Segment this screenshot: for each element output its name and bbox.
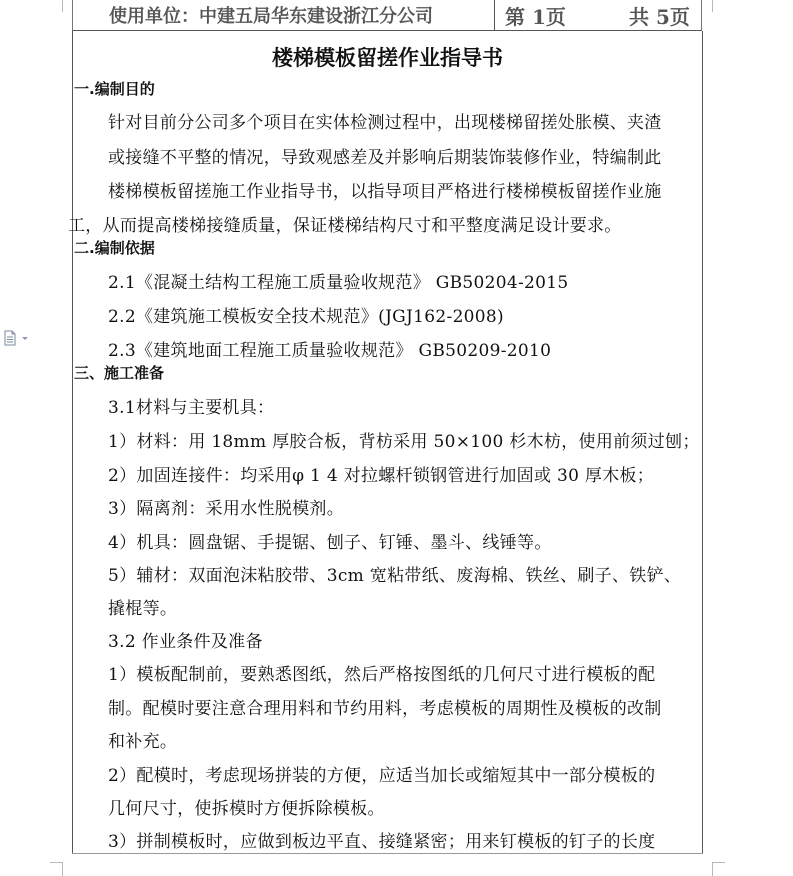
table-border-right: [702, 31, 703, 853]
paragraph-line: 几何尺寸，使拆模时方便拆除模板。: [108, 799, 385, 819]
paragraph-line: 2）加固连接件：均采用φ 1 4 对拉螺杆锁钢管进行加固或 30 厚木板；: [108, 466, 655, 486]
document-title: 楼梯模板留搓作业指导书: [272, 46, 503, 70]
crop-mark: [712, 862, 713, 876]
paragraph-line: 和补充。: [108, 732, 178, 752]
paragraph-line: 楼梯模板留搓施工作业指导书，以指导项目严格进行楼梯模板留搓作业施: [108, 182, 662, 202]
paragraph-line: 5）辅材：双面泡沫粘胶带、3cm 宽粘带纸、废海棉、铁丝、刷子、铁铲、: [108, 566, 682, 586]
header-total-pages: 共 5页: [629, 5, 690, 29]
paragraph-line: 针对目前分公司多个项目在实体检测过程中，出现楼梯留搓处胀模、夹渣: [108, 113, 662, 133]
table-border-left: [72, 31, 73, 853]
paragraph-line: 2）配模时，考虑现场拼装的方便，应适当加长或缩短其中一部分模板的: [108, 766, 656, 786]
header-unit: 使用单位：中建五局华东建设浙江分公司: [109, 6, 433, 27]
crop-mark: [712, 0, 713, 12]
section-heading-preparation: 三、施工准备: [74, 364, 165, 382]
document-icon[interactable]: [3, 330, 31, 346]
header-table: [72, 0, 702, 31]
reference-item: 2.1《混凝土结构工程施工质量验收规范》 GB50204-2015: [108, 273, 569, 293]
crop-mark: [62, 862, 63, 876]
paragraph-line: 3）拼制模板时，应做到板边平直、接缝紧密；用来钉模板的钉子的长度: [108, 832, 656, 852]
paragraph-line: 4）机具：圆盘锯、手提锯、刨子、钉锤、墨斗、线锤等。: [108, 533, 552, 553]
table-border-bottom: [72, 853, 703, 854]
reference-item: 2.2《建筑施工模板安全技术规范》(JGJ162-2008): [108, 307, 504, 327]
paragraph-line: 撬棍等。: [108, 599, 178, 619]
section-heading-purpose: 一.编制目的: [74, 80, 155, 98]
header-divider: [494, 0, 495, 31]
paragraph-line: 3.1材料与主要机具：: [108, 398, 275, 418]
reference-item: 2.3《建筑地面工程施工质量验收规范》 GB50209-2010: [108, 341, 552, 361]
crop-mark: [62, 0, 63, 12]
paragraph-line: 1）材料：用 18mm 厚胶合板，背枋采用 50×100 杉木枋，使用前须过刨；: [108, 432, 700, 452]
paragraph-line: 3.2 作业条件及准备: [108, 632, 263, 652]
paragraph-line: 1）模板配制前，要熟悉图纸，然后严格按图纸的几何尺寸进行模板的配: [108, 665, 656, 685]
paragraph-line: 制。配模时要注意合理用料和节约用料，考虑模板的周期性及模板的改制: [108, 699, 662, 719]
paragraph-line: 3）隔离剂：采用水性脱模剂。: [108, 499, 345, 519]
header-page-number: 第 1页: [505, 5, 566, 29]
paragraph-line: 或接缝不平整的情况，导致观感差及并影响后期装饰装修作业，特编制此: [108, 148, 662, 168]
paragraph-line: 工，从而提高楼梯接缝质量，保证楼梯结构尺寸和平整度满足设计要求。: [68, 216, 622, 236]
section-heading-basis: 二.编制依据: [74, 239, 155, 257]
crop-mark: [713, 862, 725, 863]
crop-mark: [50, 862, 62, 863]
